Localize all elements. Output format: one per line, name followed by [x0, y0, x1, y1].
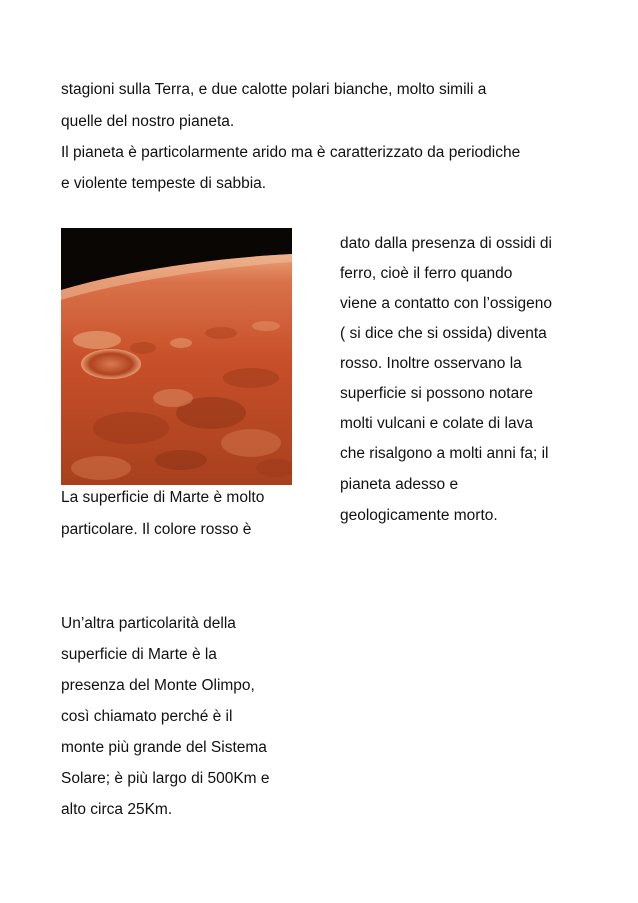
mars-surface-photo — [61, 228, 292, 485]
text-line: ferro, cioè il ferro quando — [340, 265, 513, 282]
text-line: molti vulcani e colate di lava — [340, 415, 533, 432]
caption-line: La superficie di Marte è molto — [61, 489, 265, 506]
text-line: stagioni sulla Terra, e due calotte polari bianche, molto simili a — [61, 81, 487, 98]
text-line: Il pianeta è particolarmente arido ma è caratterizzato da periodiche — [61, 144, 521, 161]
text-line: alto circa 25Km. — [61, 801, 173, 818]
text-line: ( si dice che si ossida) diventa — [340, 325, 547, 342]
text-line: Solare; è più largo di 500Km e — [61, 770, 270, 787]
text-line: monte più grande del Sistema — [61, 739, 267, 756]
text-line: pianeta adesso e — [340, 476, 459, 493]
text-line: superficie si possono notare — [340, 385, 534, 402]
text-line: geologicamente morto. — [340, 507, 498, 524]
text-line: Un’altra particolarità della — [61, 615, 236, 632]
text-line: presenza del Monte Olimpo, — [61, 677, 255, 694]
caption-line: particolare. Il colore rosso è — [61, 521, 252, 538]
text-line: così chiamato perché è il — [61, 708, 233, 725]
text-line: dato dalla presenza di ossidi di — [340, 235, 552, 252]
text-line: e violente tempeste di sabbia. — [61, 175, 267, 192]
text-line: superficie di Marte è la — [61, 646, 217, 663]
text-line: rosso. Inoltre osservano la — [340, 355, 522, 372]
text-line: che risalgono a molti anni fa; il — [340, 445, 549, 462]
text-line: quelle del nostro pianeta. — [61, 113, 235, 130]
text-line: viene a contatto con l’ossigeno — [340, 295, 552, 312]
